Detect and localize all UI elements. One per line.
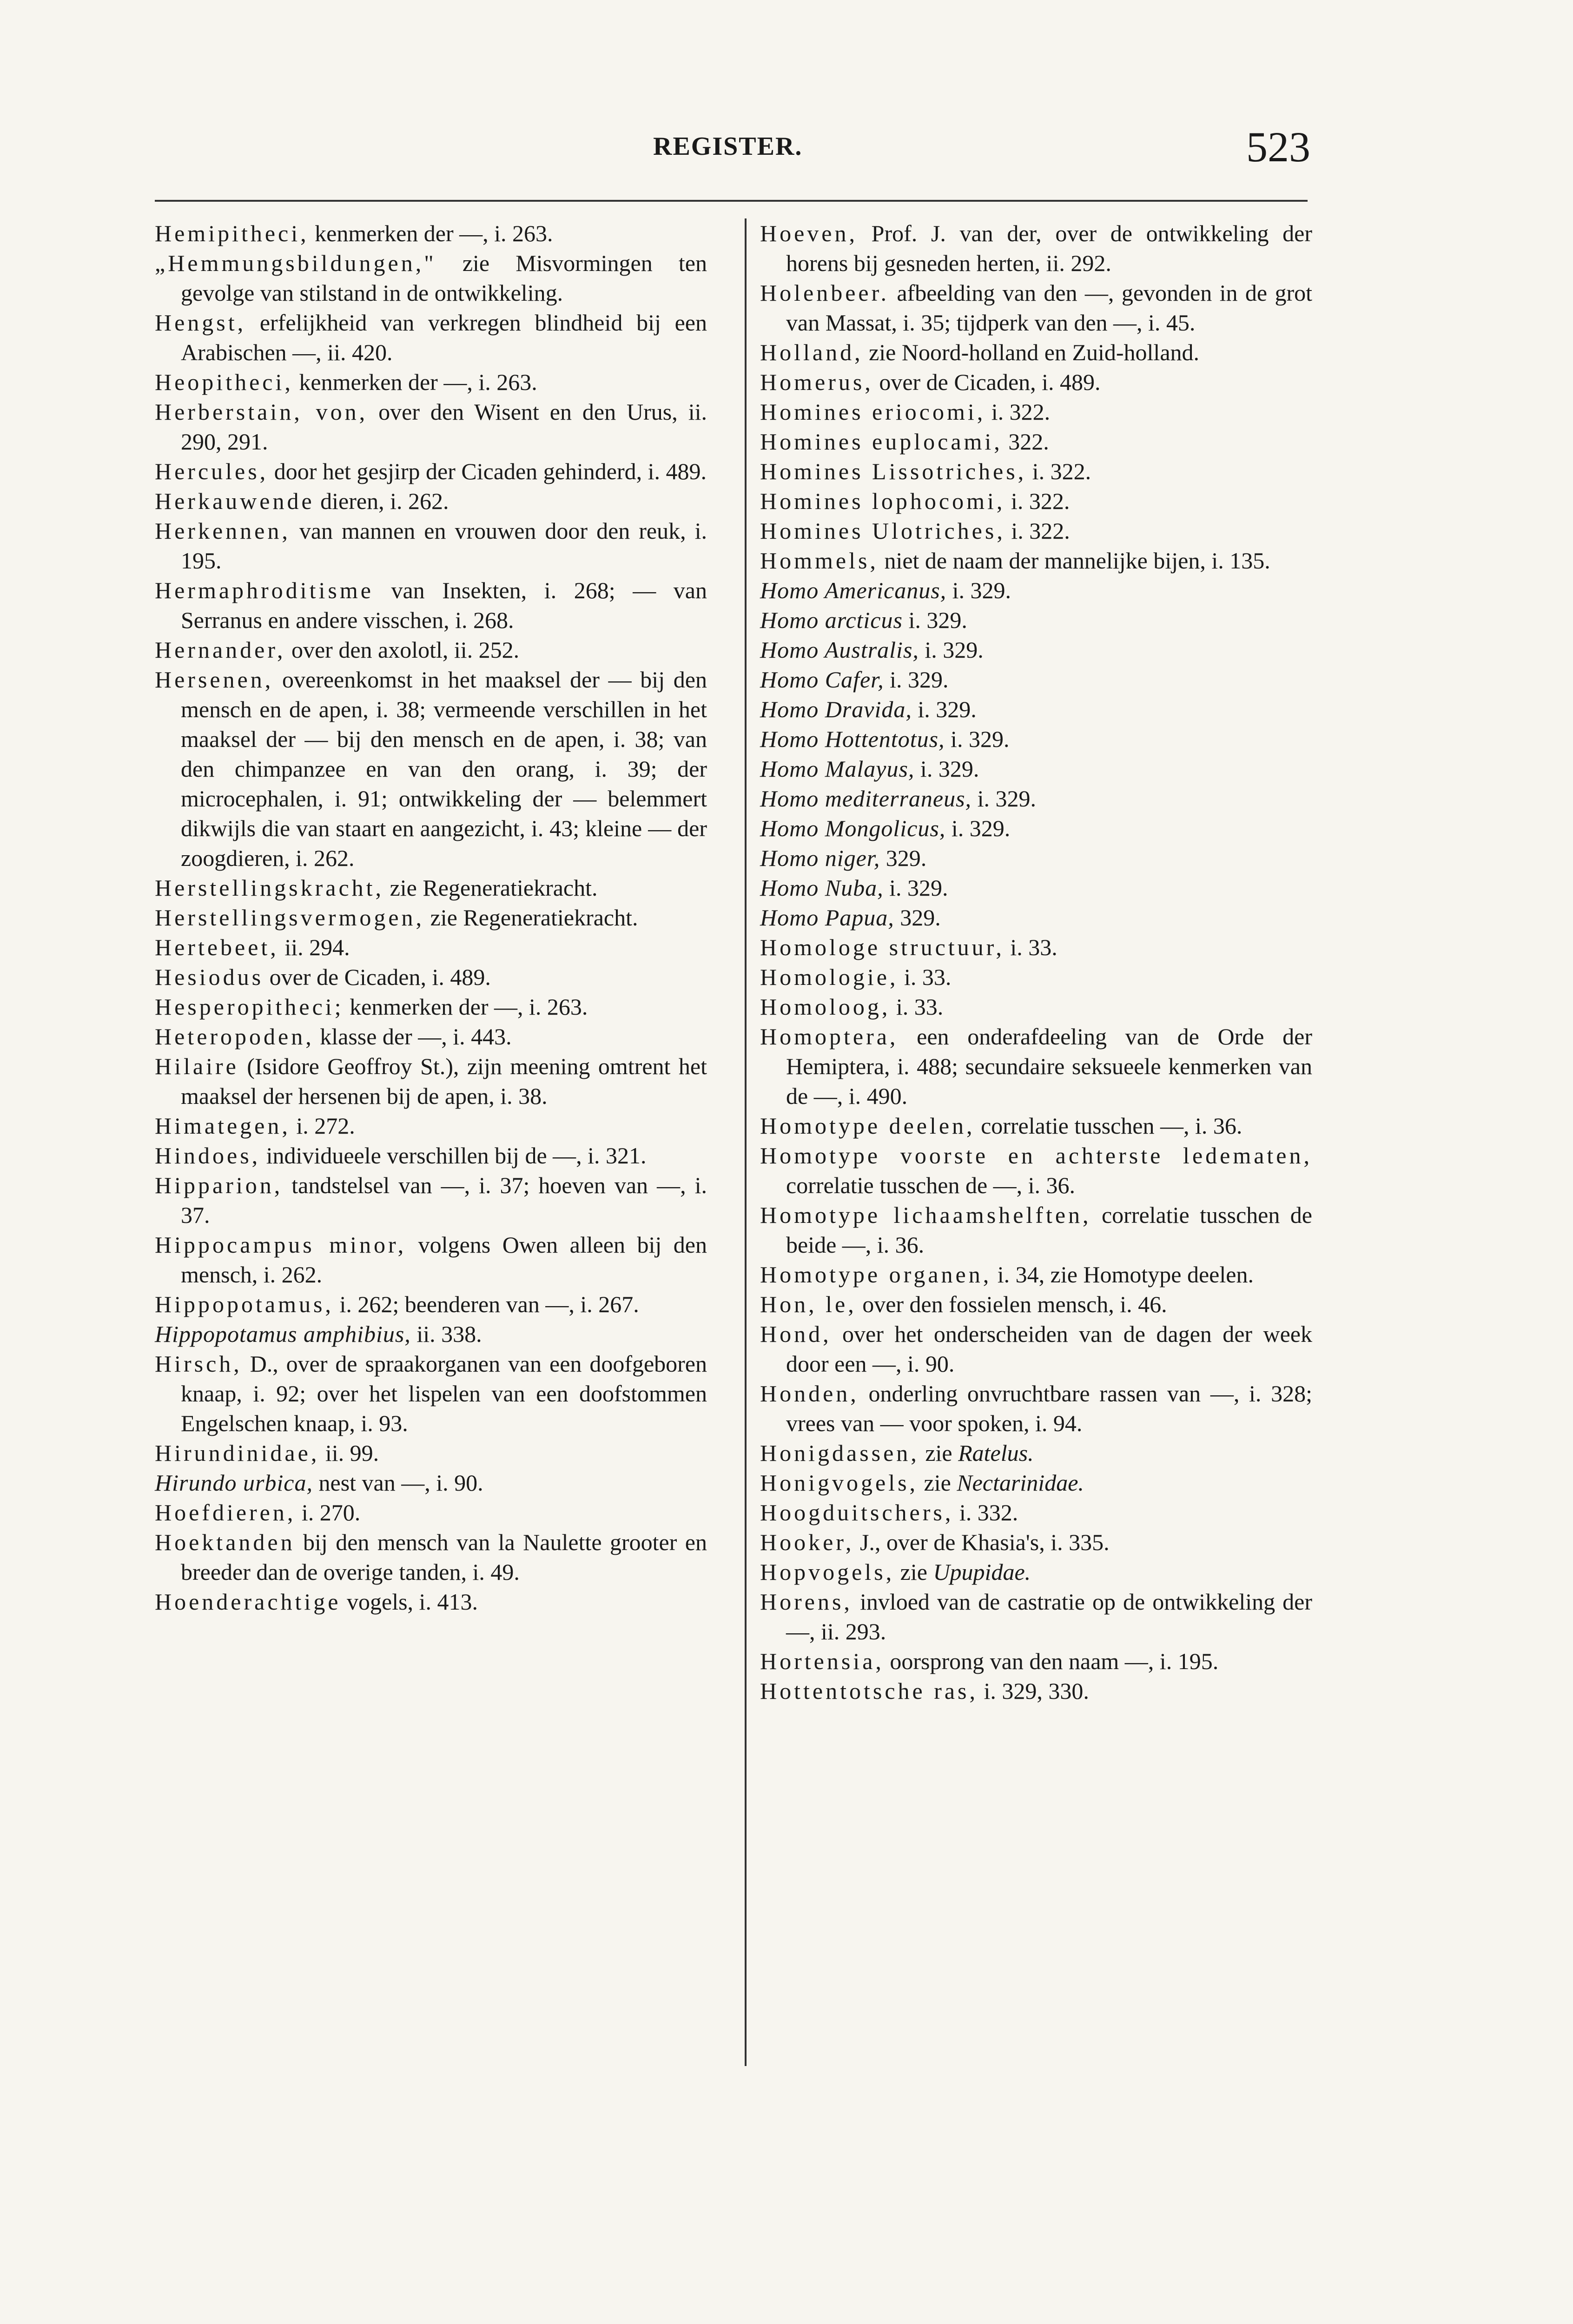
entry-text: zie Misvormingen ten gevolge van stilstand in de ontwikkeling. xyxy=(181,250,707,306)
entry-text: i. 322. xyxy=(985,399,1051,425)
index-entry xyxy=(760,575,1312,605)
index-entry xyxy=(760,932,1312,962)
index-entry xyxy=(760,1587,1312,1646)
index-entry xyxy=(155,1170,707,1230)
entry-text: van Insekten, i. 268; — van Serranus en andere visschen, i. 268. xyxy=(181,577,707,633)
index-entry xyxy=(155,873,707,903)
index-entry xyxy=(155,367,707,397)
entry-headword: Homines lophocomi, xyxy=(760,488,1005,514)
entry-headword: Homoptera, xyxy=(760,1023,899,1050)
entry-text: J., over de Khasia's, i. 335. xyxy=(854,1529,1110,1555)
entry-headword: Homo Nuba, xyxy=(760,875,884,901)
entry-headword: Hoogduitschers, xyxy=(760,1499,954,1525)
entry-headword: Honigdassen, xyxy=(760,1440,919,1466)
index-entry xyxy=(155,1438,707,1468)
index-entry xyxy=(155,1587,707,1617)
index-entry xyxy=(760,665,1312,694)
index-entry xyxy=(760,1557,1312,1587)
entry-text: Prof. J. van der, over de ontwikkeling der horens bij gesneden herten, ii. 292. xyxy=(786,220,1312,276)
entry-headword: Homotype organen, xyxy=(760,1261,992,1287)
entry-headword: Honden, xyxy=(760,1380,859,1406)
index-entry xyxy=(760,486,1312,516)
header-rule xyxy=(155,200,1308,202)
entry-headword: Homo Malayus, xyxy=(760,756,915,782)
index-entry xyxy=(760,1260,1312,1289)
entry-text: vogels, i. 413. xyxy=(341,1589,478,1615)
entry-headword: Hoeven, xyxy=(760,220,858,246)
entry-headword: Hond, xyxy=(760,1321,832,1347)
entry-headword: Herstellingsvermogen, xyxy=(155,905,425,931)
entry-text: zie Noord-holland en Zuid-holland. xyxy=(863,339,1200,365)
entry-headword: Holenbeer. xyxy=(760,280,889,306)
entry-text: ii. 338. xyxy=(410,1321,482,1347)
entry-headword: Homoloog, xyxy=(760,994,891,1020)
index-entry xyxy=(760,1022,1312,1111)
index-entry xyxy=(760,694,1312,724)
entry-text: over den Wisent en den Urus, ii. 290, 291. xyxy=(181,399,707,455)
entry-text: niet de naam der mannelijke bijen, i. 135. xyxy=(878,548,1270,574)
index-entry xyxy=(760,1527,1312,1557)
entry-text: i. 329. xyxy=(912,696,977,722)
entry-text: i. 329. xyxy=(945,815,1011,841)
entry-text: i. 33. xyxy=(898,964,952,990)
entry-text: (Isidore Geoffroy St.), zijn meening omtrent het maaksel der hersenen bij de apen, i. 38. xyxy=(181,1053,707,1109)
entry-headword: Hippopotamus amphibius, xyxy=(155,1321,411,1347)
entry-headword: Hopvogels, xyxy=(760,1559,895,1585)
entry-text: i. 329. xyxy=(972,786,1036,812)
index-entry xyxy=(155,1349,707,1438)
entry-headword: Homo Australis, xyxy=(760,637,919,663)
index-entry xyxy=(760,1379,1312,1438)
entry-text: i. 33. xyxy=(1004,934,1057,960)
entry-headword: Hengst, xyxy=(155,310,246,336)
index-entry xyxy=(155,516,707,575)
entry-headword: Heopitheci, xyxy=(155,369,293,395)
entry-headword: „Hemmungsbildungen," xyxy=(155,250,436,276)
entry-text: overeenkomst in het maaksel der — bij den mensch en de apen, i. 38; vermeende verschillen in het maaksel der — bij den mensch en de apen, i. 38; van den chimpanzee en van den orang, i. 39; der microcephalen, i. 91; ontwikkeling der — belemmert dikwijls die van staart en aangezicht, i. 43; kleine — der zoogdieren, i. 262. xyxy=(181,667,707,871)
entry-headword: Hilaire xyxy=(155,1053,239,1079)
index-entry xyxy=(155,1319,707,1349)
entry-text: i. 329. xyxy=(945,726,1010,752)
entry-text: over het onderscheiden van de dagen der week door een —, i. 90. xyxy=(786,1321,1312,1377)
entry-text: i. 329. xyxy=(946,577,1011,603)
entry-headword: Hercules, xyxy=(155,458,269,484)
index-entry xyxy=(760,1319,1312,1379)
entry-headword: Homo Hottentotus, xyxy=(760,726,945,752)
entry-text: i. 33. xyxy=(890,994,944,1020)
entry-text: oorsprong van den naam —, i. 195. xyxy=(884,1648,1219,1674)
entry-headword: Hernander, xyxy=(155,637,286,663)
entry-text: i. 322. xyxy=(1026,458,1091,484)
index-entry xyxy=(155,1468,707,1498)
entry-text: i. 329. xyxy=(902,607,967,633)
entry-headword: Homologie, xyxy=(760,964,899,990)
entry-text: over de Cicaden, i. 489. xyxy=(873,369,1101,395)
entry-text: dieren, i. 262. xyxy=(314,488,449,514)
entry-text: kenmerken der —, i. 263. xyxy=(344,994,588,1020)
entry-text: i. 329. xyxy=(884,667,949,693)
entry-text: erfelijkheid van verkregen blindheid bij een Arabischen —, ii. 420. xyxy=(181,310,707,365)
entry-headword: Homo Mongolicus, xyxy=(760,815,946,841)
entry-text: i. 329. xyxy=(883,875,948,901)
entry-text: zie Upupidae. xyxy=(894,1559,1031,1585)
index-entry xyxy=(760,397,1312,427)
running-title: REGISTER. xyxy=(653,132,803,161)
entry-headword: Horens, xyxy=(760,1589,853,1615)
index-entry xyxy=(155,456,707,486)
index-entry xyxy=(155,218,707,248)
entry-text: van mannen en vrouwen door den reuk, i. 195. xyxy=(181,518,707,574)
entry-headword: Heteropoden, xyxy=(155,1023,314,1050)
index-entry xyxy=(760,337,1312,367)
entry-text: ii. 294. xyxy=(278,934,350,960)
entry-headword: Hommels, xyxy=(760,548,879,574)
entry-headword: Hemipitheci, xyxy=(155,220,309,246)
entry-text: i. 262; beenderen van —, i. 267. xyxy=(333,1291,639,1317)
entry-text: 329. xyxy=(894,905,941,931)
entry-text: bij den mensch van la Naulette grooter en breeder dan de overige tanden, i. 49. xyxy=(181,1529,707,1585)
entry-text: over den fossielen mensch, i. 46. xyxy=(856,1291,1167,1317)
entry-headword: Homines eriocomi, xyxy=(760,399,986,425)
entry-headword: Hermaphroditisme xyxy=(155,577,374,603)
index-entry xyxy=(760,784,1312,813)
entry-headword: Hertebeet, xyxy=(155,934,279,960)
index-entry xyxy=(760,367,1312,397)
entry-headword: Homotype lichaamshelften, xyxy=(760,1202,1091,1228)
index-entry xyxy=(760,1111,1312,1141)
entry-text: i. 322. xyxy=(1005,488,1070,514)
entry-headword: Himategen, xyxy=(155,1113,291,1139)
entry-headword: Holland, xyxy=(760,339,863,365)
entry-headword: Homo Dravida, xyxy=(760,696,912,722)
entry-headword: Hirundo urbica, xyxy=(155,1470,313,1496)
index-entry xyxy=(760,1468,1312,1498)
index-entry xyxy=(760,1289,1312,1319)
index-entry xyxy=(155,962,707,992)
index-entry xyxy=(760,992,1312,1022)
index-entry xyxy=(155,903,707,932)
entry-text: i. 329. xyxy=(914,756,979,782)
index-entry xyxy=(155,308,707,367)
entry-text: i. 329. xyxy=(919,637,984,663)
entry-headword: Herkennen, xyxy=(155,518,291,544)
entry-text: kenmerken der —, i. 263. xyxy=(309,220,553,246)
index-entry xyxy=(155,1230,707,1289)
entry-text: correlatie tusschen de —, i. 36. xyxy=(786,1172,1076,1198)
index-entry xyxy=(760,903,1312,932)
entry-text: i. 34, zie Homotype deelen. xyxy=(991,1261,1254,1287)
entry-headword: Hindoes, xyxy=(155,1142,261,1169)
entry-headword: Hoefdieren, xyxy=(155,1499,296,1525)
index-entry xyxy=(760,1498,1312,1527)
entry-text: zie Regeneratiekracht. xyxy=(424,905,638,931)
index-entry xyxy=(155,992,707,1022)
index-entry xyxy=(155,575,707,635)
entry-text: 329. xyxy=(880,845,927,871)
index-entry xyxy=(155,1527,707,1587)
entry-headword: Hirsch, xyxy=(155,1351,242,1377)
entry-headword: Homines euplocami, xyxy=(760,429,1003,455)
index-entry xyxy=(760,546,1312,575)
entry-text: volgens Owen alleen bij den mensch, i. 262. xyxy=(181,1232,707,1287)
entry-text: een onderafdeeling van de Orde der Hemiptera, i. 488; secundaire seksueele kenmerken van de —, i. 490. xyxy=(786,1023,1312,1109)
entry-headword: Homo Papua, xyxy=(760,905,894,931)
index-entry xyxy=(155,1141,707,1170)
index-entry xyxy=(155,486,707,516)
entry-text: kenmerken der —, i. 263. xyxy=(293,369,537,395)
entry-headword: Homo Cafer, xyxy=(760,667,884,693)
entry-headword: Homo mediterraneus, xyxy=(760,786,972,812)
entry-headword: Homerus, xyxy=(760,369,873,395)
index-entry xyxy=(760,635,1312,665)
entry-text: ii. 99. xyxy=(319,1440,379,1466)
index-entry xyxy=(155,665,707,873)
entry-headword: Homologe structuur, xyxy=(760,934,1005,960)
index-entry xyxy=(155,1051,707,1111)
entry-text: individueele verschillen bij de —, i. 321. xyxy=(260,1142,647,1169)
index-entry xyxy=(760,1438,1312,1468)
index-entry xyxy=(155,1111,707,1141)
entry-headword: Homo arcticus xyxy=(760,607,903,633)
index-entry xyxy=(155,397,707,456)
index-entry xyxy=(760,218,1312,278)
page-number: 523 xyxy=(1246,123,1310,171)
entry-headword: Hesiodus xyxy=(155,964,264,990)
entry-headword: Herkauwende xyxy=(155,488,315,514)
index-entry xyxy=(760,278,1312,337)
entry-headword: Hirundinidae, xyxy=(155,1440,320,1466)
entry-text: i. 270. xyxy=(296,1499,361,1525)
entry-headword: Honigvogels, xyxy=(760,1470,919,1496)
index-entry xyxy=(760,1676,1312,1706)
entry-text: D., over de spraakorganen van een doofgeboren knaap, i. 92; over het lispelen van een doofstommen Engelschen knaap, i. 93. xyxy=(181,1351,707,1436)
entry-headword: Hoektanden xyxy=(155,1529,295,1555)
right-column xyxy=(760,218,1312,1706)
entry-text: klasse der —, i. 443. xyxy=(314,1023,512,1050)
entry-text: afbeelding van den —, gevonden in de grot van Massat, i. 35; tijdperk van den —, i. 45. xyxy=(786,280,1312,336)
entry-text: over den axolotl, ii. 252. xyxy=(285,637,520,663)
index-entry xyxy=(155,1022,707,1051)
index-entry xyxy=(760,1200,1312,1260)
index-entry xyxy=(760,456,1312,486)
entry-text: i. 322. xyxy=(1005,518,1070,544)
index-entry xyxy=(760,873,1312,903)
entry-headword: Hersenen, xyxy=(155,667,274,693)
entry-text: over de Cicaden, i. 489. xyxy=(264,964,491,990)
entry-headword: Hon, le, xyxy=(760,1291,857,1317)
index-entry xyxy=(155,248,707,308)
entry-headword: Hoenderachtige xyxy=(155,1589,341,1615)
entry-headword: Hesperopitheci; xyxy=(155,994,344,1020)
entry-text: invloed van de castratie op de ontwikkeling der —, ii. 293. xyxy=(786,1589,1312,1644)
index-entry xyxy=(155,635,707,665)
index-entry xyxy=(760,516,1312,546)
entry-text: 322. xyxy=(1002,429,1049,455)
entry-text: zie Ratelus. xyxy=(919,1440,1034,1466)
entry-text: onderling onvruchtbare rassen van —, i. 328; vrees van — voor spoken, i. 94. xyxy=(786,1380,1312,1436)
entry-headword: Hipparion, xyxy=(155,1172,283,1198)
entry-headword: Herstellingskracht, xyxy=(155,875,384,901)
index-entry xyxy=(760,427,1312,456)
index-entry xyxy=(155,932,707,962)
entry-text: nest van —, i. 90. xyxy=(313,1470,483,1496)
index-entry xyxy=(760,1141,1312,1200)
entry-text: i. 272. xyxy=(290,1113,355,1139)
entry-headword: Hottentotsche ras, xyxy=(760,1678,978,1704)
index-entry xyxy=(760,962,1312,992)
entry-text: correlatie tusschen de beide —, i. 36. xyxy=(786,1202,1312,1258)
entry-text: zie Nectarinidae. xyxy=(918,1470,1084,1496)
entry-headword: Homines Ulotriches, xyxy=(760,518,1005,544)
entry-headword: Homotype voorste en achterste ledematen, xyxy=(760,1142,1312,1169)
entry-headword: Homotype deelen, xyxy=(760,1113,975,1139)
entry-headword: Hippocampus minor, xyxy=(155,1232,407,1258)
entry-headword: Herberstain, von, xyxy=(155,399,368,425)
column-divider xyxy=(745,218,747,2066)
index-entry xyxy=(760,605,1312,635)
index-entry xyxy=(155,1289,707,1319)
index-entry xyxy=(155,1498,707,1527)
index-entry xyxy=(760,843,1312,873)
entry-text: door het gesjirp der Cicaden gehinderd, i. 489. xyxy=(268,458,707,484)
entry-text: i. 329, 330. xyxy=(978,1678,1089,1704)
page-header xyxy=(0,123,1573,178)
left-column xyxy=(155,218,707,1617)
index-entry xyxy=(760,724,1312,754)
entry-headword: Homo Americanus, xyxy=(760,577,947,603)
entry-text: tandstelsel van —, i. 37; hoeven van —, i. 37. xyxy=(181,1172,707,1228)
entry-headword: Hippopotamus, xyxy=(155,1291,334,1317)
entry-headword: Hortensia, xyxy=(760,1648,884,1674)
entry-headword: Hooker, xyxy=(760,1529,854,1555)
index-entry xyxy=(760,754,1312,784)
entry-headword: Homo niger, xyxy=(760,845,880,871)
entry-text: zie Regeneratiekracht. xyxy=(384,875,598,901)
entry-text: i. 332. xyxy=(953,1499,1018,1525)
entry-text: correlatie tusschen —, i. 36. xyxy=(975,1113,1243,1139)
entry-headword: Homines Lissotriches, xyxy=(760,458,1027,484)
index-entry xyxy=(760,1646,1312,1676)
index-entry xyxy=(760,813,1312,843)
